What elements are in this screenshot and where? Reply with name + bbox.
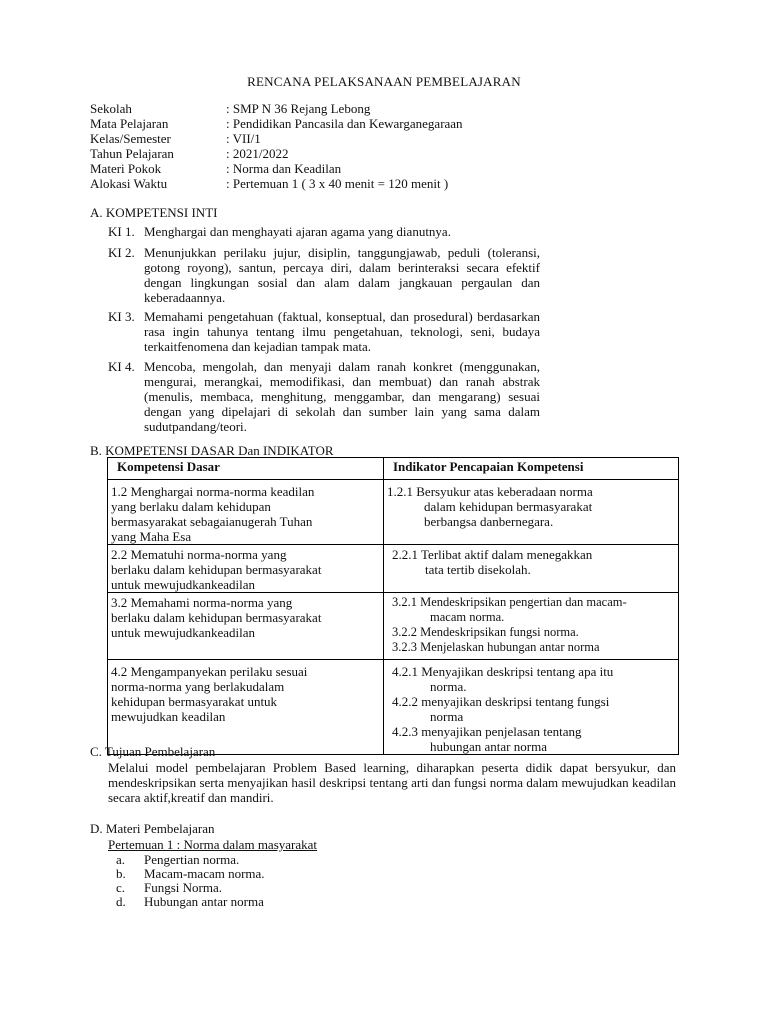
identity-label: Sekolah [90,101,132,116]
cell-line: 1.2.1 Bersyukur atas keberadaan norma [387,484,593,499]
indicator-cell [384,480,679,545]
ki-item-1 [108,224,540,239]
kd-cell [108,660,384,755]
cell-line: 1.2 Menghargai norma-norma keadilan [111,484,315,499]
section-a-heading: A. KOMPETENSI INTI [90,205,218,220]
table-row [108,480,679,545]
cell-line: 3.2.2 Mendeskripsikan fungsi norma. [392,625,579,639]
cell-line: untuk mewujudkankeadilan [111,625,256,640]
list-marker: b. [116,866,126,881]
identity-label: Alokasi Waktu [90,176,168,191]
list-item [108,880,317,894]
ki-code: KI 1. [108,224,135,239]
ki-item-3 [108,309,540,354]
ki-code: KI 3. [108,309,135,324]
list-text: Hubungan antar norma [144,894,264,909]
cell-line: mewujudkan keadilan [111,709,226,724]
column-header-indikator: Indikator Pencapaian Kompetensi [384,458,679,480]
identity-value: : Pendidikan Pancasila dan Kewarganegaraan [226,116,463,131]
list-item [108,894,317,908]
cell-line: hubungan antar norma [430,739,547,754]
cell-line: bermasyarakat sebagaianugerah Tuhan [111,514,313,529]
cell-line: berbangsa danbernegara. [424,514,554,529]
section-d-heading: D. Materi Pembelajaran [90,821,215,836]
cell-line: yang Maha Esa [111,529,192,544]
list-marker: d. [116,894,126,909]
table-header-row [108,458,679,480]
cell-line: untuk mewujudkankeadilan [111,577,256,592]
identity-value: : 2021/2022 [226,146,289,161]
identity-label: Kelas/Semester [90,131,171,146]
list-item [108,852,317,866]
identity-row-tahun-pelajaran [90,146,590,161]
table-row [108,593,679,660]
ki-text: Menghargai dan menghayati ajaran agama yang dianutnya. [144,224,451,239]
cell-line: kehidupan bermasyarakat untuk [111,694,278,709]
list-item [108,866,317,880]
cell-line: 4.2 Mengampanyekan perilaku sesuai [111,664,308,679]
ki-code: KI 2. [108,245,135,260]
cell-line: berlaku dalam kehidupan bermasyarakat [111,562,322,577]
identity-row-kelas-semester [90,131,590,146]
identity-value: : Pertemuan 1 ( 3 x 40 menit = 120 menit ) [226,176,449,191]
kd-cell [108,593,384,660]
identity-label: Materi Pokok [90,161,162,176]
list-text: Pengertian norma. [144,852,240,867]
identity-row-alokasi-waktu [90,176,590,191]
table-row [108,545,679,593]
cell-line: 2.2.1 Terlibat aktif dalam menegakkan [392,547,593,562]
materi-subheading: Pertemuan 1 : Norma dalam masyarakat [108,837,318,852]
list-marker: c. [116,880,126,895]
section-b-heading: B. KOMPETENSI DASAR Dan INDIKATOR [90,443,334,458]
kd-cell [108,480,384,545]
cell-line: 4.2.1 Menyajikan deskripsi tentang apa itu [392,664,614,679]
materi-block [108,837,317,908]
identity-value: : SMP N 36 Rejang Lebong [226,101,371,116]
indicator-cell [384,593,679,660]
cell-line: 3.2.1 Mendeskripsikan pengertian dan macam- [392,595,627,609]
list-marker: a. [116,852,126,867]
indicator-cell [384,545,679,593]
ki-code: KI 4. [108,359,135,374]
column-header-kompetensi-dasar: Kompetensi Dasar [108,458,384,480]
cell-line: 2.2 Mematuhi norma-norma yang [111,547,287,562]
identity-row-sekolah [90,101,590,116]
cell-line: norma. [430,679,467,694]
tujuan-paragraph: Melalui model pembelajaran Problem Based learning, diharapkan peserta didik dapat bersyukur, dan mendeskripsikan serta menyajikan hasil deskripsi tentang arti dan fungsi norma dalam mewujudkan keadilan secara aktif,kreatif dan mandiri. [108,760,676,805]
identity-label: Tahun Pelajaran [90,146,174,161]
identity-value: : Norma dan Keadilan [226,161,342,176]
indicator-cell [384,660,679,755]
kd-cell [108,545,384,593]
cell-line: norma-norma yang berlakudalam [111,679,285,694]
identity-row-mata-pelajaran [90,116,590,131]
table-row [108,660,679,755]
ki-item-4 [108,359,540,434]
cell-line: tata tertib disekolah. [425,562,531,577]
list-text: Fungsi Norma. [144,880,222,895]
cell-line: dalam kehidupan bermasyarakat [424,499,593,514]
cell-line: 4.2.2 menyajikan deskripsi tentang fungsi [392,694,610,709]
cell-line: 4.2.3 menyajikan penjelasan tentang [392,724,582,739]
cell-line: norma [430,709,464,724]
ki-text: Memahami pengetahuan (faktual, konseptual, dan prosedural) berdasarkan rasa ingin tahunya tentang ilmu pengetahuan, teknologi, seni, budaya terkaitfenomena dan kejadian tampak mata. [144,309,540,354]
cell-line: berlaku dalam kehidupan bermasyarakat [111,610,322,625]
identity-block [90,101,590,191]
identity-label: Mata Pelajaran [90,116,169,131]
kd-indicator-table [107,457,679,755]
cell-line: 3.2.3 Menjelaskan hubungan antar norma [392,640,600,654]
ki-text: Mencoba, mengolah, dan menyaji dalam ranah konkret (menggunakan, mengurai, merangkai, memodifikasi, dan membuat) dan ranah abstrak (menulis, membaca, menghitung, menggambar, dan mengarang) sesuai dengan yang dipelajari di sekolah dan sumber lain yang sama dalam sudutpandang/teori. [144,359,540,434]
cell-line: macam norma. [430,610,505,624]
cell-line: yang berlaku dalam kehidupan [111,499,271,514]
section-c-heading: C. Tujuan Pembelajaran [90,744,216,759]
list-text: Macam-macam norma. [144,866,265,881]
document-title: RENCANA PELAKSANAAN PEMBELAJARAN [247,74,521,89]
cell-line: 3.2 Memahami norma-norma yang [111,595,293,610]
ki-text: Menunjukkan perilaku jujur, disiplin, tanggungjawab, peduli (toleransi, gotong royong), santun, percaya diri, dalam berinteraksi secara efektif dengan lingkungan sosial dan alam dalam jangkauan pergaulan dan keberadaannya. [144,245,540,305]
ki-item-2 [108,245,540,305]
identity-value: : VII/1 [226,131,261,146]
identity-row-materi-pokok [90,161,590,176]
